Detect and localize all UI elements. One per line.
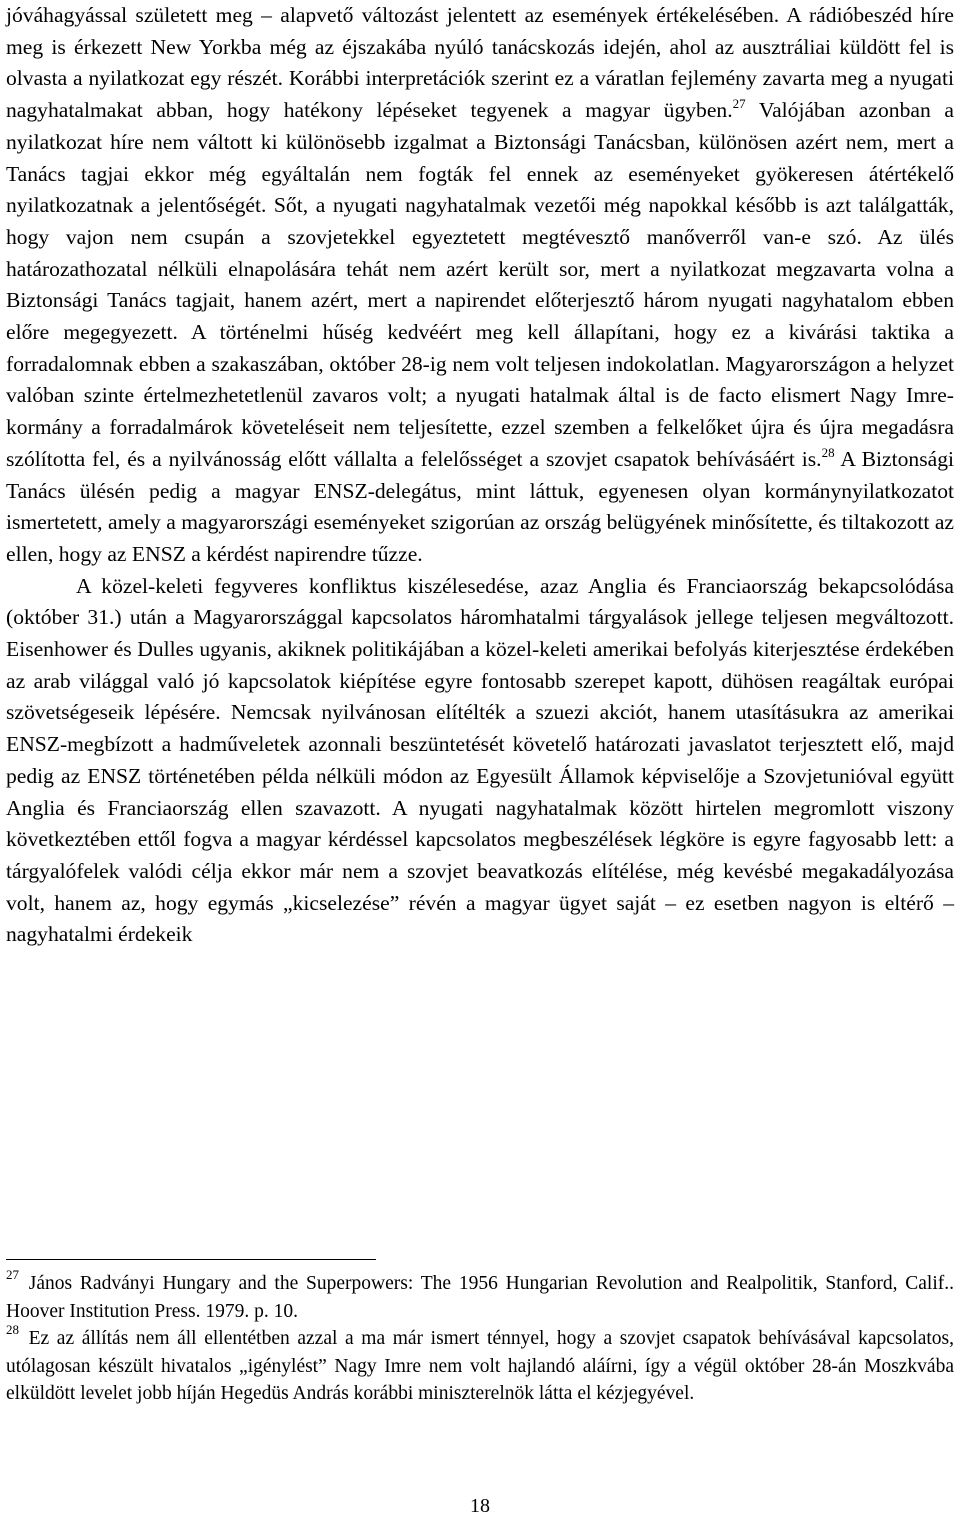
paragraph-2: A közel-keleti fegyveres konfliktus kiszélesedése, azaz Anglia és Franciaország bekapcsolódása (október 31.) után a Magyarországgal kapcsolatos háromhatalmi tárgyalások jellege teljesen megváltozott. Eisenhower és Dulles ugyanis, akiknek politikájában a közel-keleti amerikai befolyás kiterjesztése érdekében az arab világgal való jó kapcsolatok kiépítése egyre fontosabb szerepet kapott, dühösen reagáltak európai szövetségeseik lépésére. Nemcsak nyilvánosan elítélték a szuezi akciót, hanem utasításukra az amerikai ENSZ-megbízott a hadműveletek azonnali beszüntetését követelő határozati javaslatot terjesztett elő, majd pedig az ENSZ történetében példa nélküli módon az Egyesült Államok képviselője a Szovjetunióval együtt Anglia és Franciaország ellen szavazott. A nyugati nagyhatalmak között hirtelen megromlott viszony következtében ettől fogva a magyar kérdéssel kapcsolatos megbeszélések légköre is egyre fagyosabb lett: a tárgyalófelek valódi célja ekkor már nem a szovjet beavatkozás elítélése, még kevésbé megakadályozása volt, hanem az, hogy egymás „kicselezése” révén a magyar ügyet saját – ez esetben nagyon is eltérő – nagyhatalmi érdekeik: [6, 573, 954, 947]
paragraph-1-part-c: A Biztonsági Tanács ülésén pedig a magyar ENSZ-delegátus, mint láttuk, egyenesen olyan kormánynyilatkozatot ismertetett, amely a magyarországi eseményeket szigorúan az ország belügyének minősítette, és tiltakozott az ellen, hogy az ENSZ a kérdést napirendre tűzze.: [6, 446, 955, 566]
footnote-text-27: János Radványi Hungary and the Superpowers: The 1956 Hungarian Revolution and Realpolitik, Stanford, Calif.. Hoover Institution Press. 1979. p. 10.: [6, 1273, 954, 1322]
footnote-text-28: Ez az állítás nem áll ellentétben azzal a ma már ismert ténnyel, hogy a szovjet csapatok behívásával kapcsolatos, utólagosan készült hivatalos „igénylést” Nagy Imre nem volt hajlandó aláírni, így a végül október 28-án Moszkvába elküldött levelet jobb híján Hegedüs András korábbi miniszterelnök látta el kézjegyével.: [6, 1328, 955, 1405]
paragraph-1-part-a: jóváhagyással született meg – alapvető változást jelentett az események értékelésében. A rádióbeszéd híre meg is érkezett New Yorkba még az éjszakába nyúló tanácskozás idején, ahol az ausztráliai küldött fel is olvasta a nyilatkozat egy részét. Korábbi interpretációk szerint ez a váratlan fejlemény zavarta meg a nyugati nagyhatalmakat abban, hogy hatékony lépéseket tegyenek a magyar ügyben.: [6, 3, 954, 123]
footnote-ref-28[interactable]: 28: [821, 444, 835, 460]
footnote-28: [6, 1322, 955, 1408]
paragraph-1-part-b: Valójában azonban a nyilatkozat híre nem váltott ki különösebb izgalmat a Biztonsági Tanácsban, különösen azért nem, mert a Tanács tagjai ekkor még egyáltalán nem fogták fel ennek az eseményeket gyökeresen átértékelő nyilatkozatnak a jelentőségét. Sőt, a nyugati nagyhatalmak vezetői még napokkal később is azt találgatták, hogy vajon nem csupán a szovjetekkel egyeztetett megtévesztő manőverről van-e szó. Az ülés határozathozatal nélküli elnapolására tehát nem azért került sor, mert a nyilatkozat megzavarta volna a Biztonsági Tanács tagjait, hanem azért, mert a napirendet előterjesztő három nyugati nagyhatalom ebben előre megegyezett. A történelmi hűség kedvéért meg kell állapítani, hogy ez a kivárási taktika a forradalomnak ebben a szakaszában, október 28-ig nem volt teljesen indokolatlan. Magyarországon a helyzet valóban szinte értelmezhetetlenül zavaros volt; a nyugati hatalmak által is de facto elismert Nagy Imre-kormány a forradalmárok követeléseit nem teljesítette, ezzel szemben a felkelőket újra és újra megadásra szólította fel, és a nyilvánosság előtt vállalta a felelősséget a szovjet csapatok behívásáért is.: [6, 98, 954, 471]
main-text: [6, 0, 954, 951]
footnote-ref-27[interactable]: 27: [732, 96, 746, 112]
footnote-27: [6, 1267, 954, 1325]
footnote-marker-28: 28: [6, 1322, 19, 1338]
page-number: 18: [470, 1495, 490, 1517]
footnote-marker-27: 27: [6, 1267, 19, 1282]
paragraph-1: [6, 0, 954, 571]
footnote-separator: [6, 1259, 376, 1260]
footnotes: [6, 1267, 955, 1408]
